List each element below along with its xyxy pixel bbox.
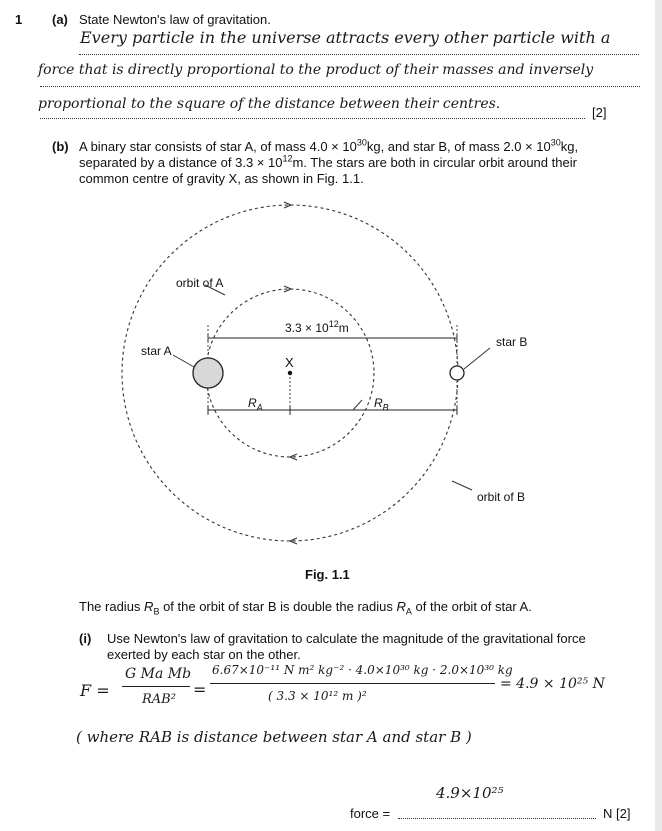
orbit-diagram [0,195,655,595]
working-result: = 4.9 × 10²⁵ N [500,676,605,692]
force-unit-marks: N [2] [603,806,631,821]
working-note: ( where RAB is distance between star A and star B ) [76,728,472,746]
working-equals-1: = [193,680,207,699]
star-a [193,358,223,388]
working-numerator-symbolic: G Ma Mb [125,666,192,682]
working-f-equals: F = [80,681,110,700]
centre-of-gravity-point [288,371,292,375]
answer-dotted-line-1 [79,54,639,55]
question-number: 1 [15,12,23,27]
figure-caption: Fig. 1.1 [305,567,350,582]
marks-a: [2] [592,105,607,120]
star-b [450,366,464,380]
label-orbit-of-a: orbit of A [176,276,224,290]
part-i-line-1: Use Newton's law of gravitation to calculate the magnitude of the gravitational force [107,631,586,646]
part-b-text-line-1: A binary star consists of star A, of mass $4.0 \times 10^{30}kg$, and star B, of mass $2.0 \times 10^{30}kg$, [79,137,579,154]
part-a-prompt: State Newton's law of gravitation. [79,12,271,27]
label-star-b: star B [496,335,528,349]
force-label: force = [350,806,391,821]
answer-dotted-line-3 [40,118,585,119]
part-b-label: (b) [52,139,69,154]
label-ra: $R_A$ [248,396,263,413]
force-answer-line [398,818,596,819]
handwritten-force-answer: 4.9×10²⁵ [436,784,504,802]
label-star-a: star A [141,344,172,358]
handwritten-answer-line-2: force that is directly proportional to the product of their masses and inversely [38,62,594,78]
part-b-text-line-3: common centre of gravity X, as shown in Fig. 1.1. [79,171,364,186]
label-orbit-of-b: orbit of B [477,490,526,504]
part-a-label: (a) [52,12,68,27]
working-numerator-values: 6.67×10⁻¹¹ N m² kg⁻² · 4.0×10³⁰ kg · 2.0×10³⁰ kg [212,663,513,677]
radius-statement: The radius $R_B$ of the orbit of star B is double the radius $R_A$ of the orbit of star A. [79,599,532,617]
label-x: X [285,355,294,370]
answer-dotted-line-2 [40,86,640,87]
label-separation: $3.3 \times 10^{12}m$ [285,319,349,335]
handwritten-answer-line-1: Every particle in the universe attracts every other particle with a [80,28,611,47]
working-denominator-values: ( 3.3 × 10¹² m )² [268,689,367,703]
part-b-text-line-2: separated by a distance of $3.3 \times 10^{12}m$. The stars are both in circular orbit around their [79,153,577,170]
working-denominator-symbolic: RAB² [142,692,176,707]
part-i-line-2: exerted by each star on the other. [107,647,301,662]
label-rb: $R_B$ [374,396,389,413]
part-i-label: (i) [79,631,92,646]
handwritten-answer-line-3: proportional to the square of the distance between their centres. [38,96,501,112]
